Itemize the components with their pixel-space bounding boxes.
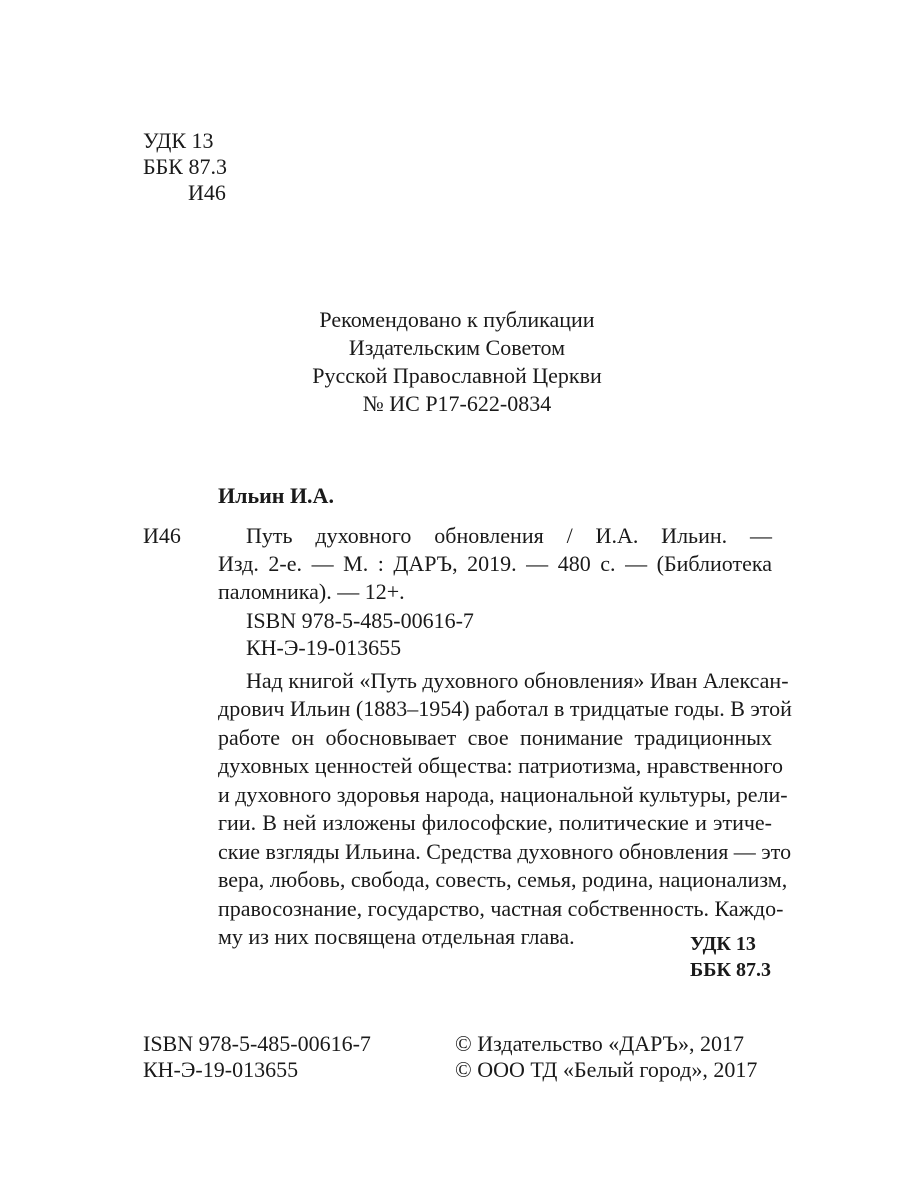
entry-isbn: ISBN 978-5-485-00616-7 <box>246 608 474 633</box>
entry-kn: КН-Э-19-013655 <box>246 635 402 660</box>
copyright-trading-house: © ООО ТД «Белый город», 2017 <box>455 1057 758 1082</box>
recommendation-line: Русской Православной Церкви <box>312 363 602 388</box>
annotation-line: ские взгляды Ильина. Средства духовного обновления — это <box>218 839 792 864</box>
bbk-code: ББК 87.3 <box>143 154 227 179</box>
copyright-publisher: © Издательство «ДАРЪ», 2017 <box>455 1031 744 1056</box>
annotation-line: гии. В ней изложены философские, политические и этиче- <box>218 810 772 835</box>
footer-isbn: ISBN 978-5-485-00616-7 <box>143 1031 371 1056</box>
bibliographic-line: Путь духовного обновления / И.А. Ильин. — <box>246 523 772 548</box>
annotation-line: му из них посвящена отдельная глава. <box>218 924 575 949</box>
footer-kn: КН-Э-19-013655 <box>143 1057 299 1082</box>
bibliographic-line: паломника). — 12+. <box>218 579 405 604</box>
classification-udk: УДК 13 <box>690 933 756 955</box>
author-heading: Ильин И.А. <box>218 483 334 508</box>
annotation-line: духовных ценностей общества: патриотизма, нравственного <box>218 753 784 778</box>
annotation-line: и духовного здоровья народа, национальной культуры, рели- <box>218 782 788 807</box>
udk-code: УДК 13 <box>143 128 214 153</box>
recommendation-line: Издательским Советом <box>348 335 566 360</box>
annotation-line: вера, любовь, свобода, совесть, семья, родина, национализм, <box>218 867 788 892</box>
entry-author-mark: И46 <box>143 523 181 548</box>
author-mark: И46 <box>188 180 226 205</box>
annotation-line: Над книгой «Путь духовного обновления» Иван Алексан- <box>246 668 789 693</box>
bibliographic-line: Изд. 2-е. — М. : ДАРЪ, 2019. — 480 с. — (Библиотека <box>218 551 772 576</box>
recommendation-number: № ИС Р17-622-0834 <box>362 391 552 416</box>
classification-bbk: ББК 87.3 <box>690 959 771 981</box>
recommendation-line: Рекомендовано к публикации <box>319 307 595 332</box>
annotation-line: дрович Ильин (1883–1954) работал в тридцатые годы. В этой <box>218 696 792 721</box>
annotation-line: работе он обосновывает свое понимание традиционных <box>218 725 772 750</box>
annotation-line: правосознание, государство, частная собственность. Каждо- <box>218 896 784 921</box>
